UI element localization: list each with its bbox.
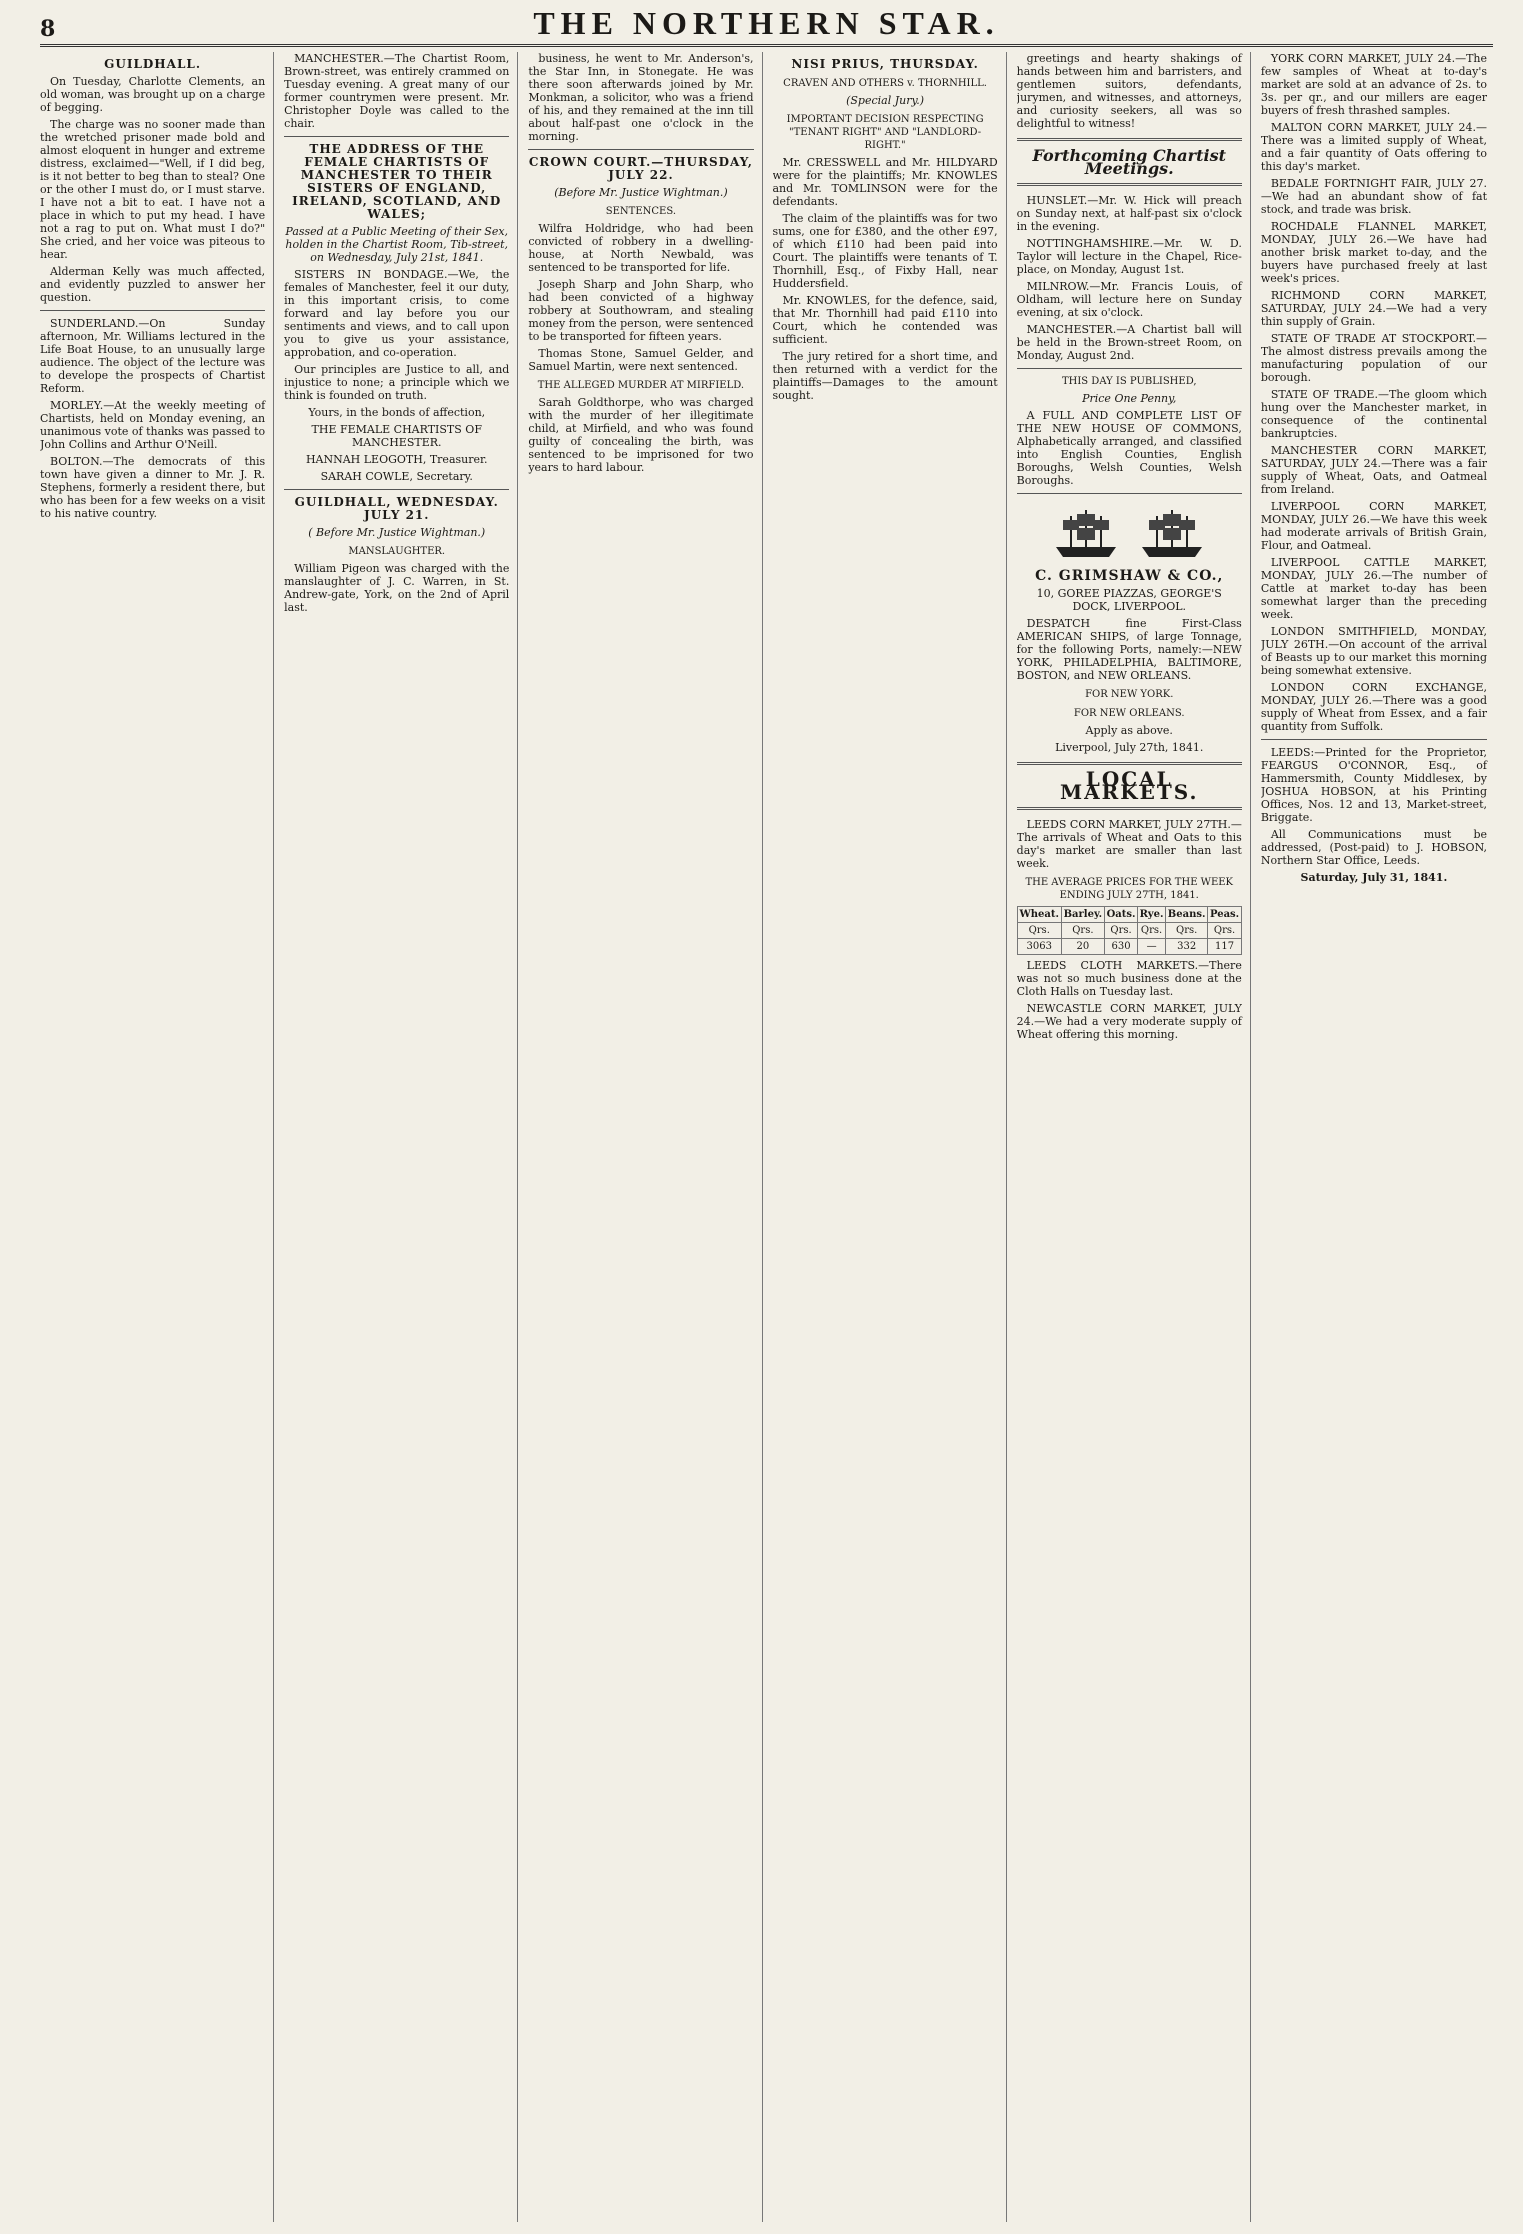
paragraph: SUNDERLAND.—On Sunday afternoon, Mr. Williams lectured in the Life Boat House, to an unusually large audience. The object of the lecture was to develope the prospects of Chartist Reform. — [40, 317, 266, 395]
paragraph: ROCHDALE FLANNEL MARKET, MONDAY, JULY 26.—We have had another brisk market to-day, and the buyers have purchased freely at last week's prices. — [1260, 220, 1487, 285]
paragraph: NOTTINGHAMSHIRE.—Mr. W. D. Taylor will lecture in the Chapel, Rice-place, on Monday, August 1st. — [1016, 237, 1242, 276]
heading: IMPORTANT DECISION RESPECTING "TENANT RIGHT" AND "LANDLORD-RIGHT." — [786, 114, 984, 151]
paragraph: Joseph Sharp and John Sharp, who had been convicted of a highway robbery at Southowram, and stealing money from the person, were sentenced to be transported for fifteen years. — [528, 278, 754, 343]
column-3 — [528, 52, 762, 2222]
column-6 — [1261, 52, 1495, 2222]
heading: MANSLAUGHTER. — [348, 546, 446, 557]
signature: HANNAH LEOGOTH, Treasurer. — [305, 453, 488, 466]
table-cell: — — [1138, 939, 1166, 955]
paragraph: business, he went to Mr. Anderson's, the Star Inn, in Stonegate. He was there soon afterwards joined by Mr. Monkman, a solicitor, who was a friend of his, and they remained at the inn till about half-past one o'clock in the morning. — [528, 52, 754, 143]
advertiser-address: 10, GOREE PIAZZAS, GEORGE'S DOCK, LIVERPOOL. — [1036, 587, 1222, 613]
heading: FOR NEW YORK. — [1085, 689, 1174, 700]
paragraph: MANCHESTER.—A Chartist ball will be held in the Brown-street Room, on Monday, August 2nd. — [1016, 323, 1242, 362]
paragraph: Liverpool, July 27th, 1841. — [1055, 741, 1204, 754]
paragraph: MANCHESTER CORN MARKET, SATURDAY, JULY 24.—There was a fair supply of Wheat, Oats, and Oatmeal from Ireland. — [1260, 444, 1487, 496]
paragraph: BOLTON.—The democrats of this town have given a dinner to Mr. J. R. Stephens, formerly a resident there, but who has been for a few weeks on a visit to his native country. — [40, 455, 266, 520]
table-cell: Qrs. — [1061, 923, 1104, 939]
article-columns — [40, 52, 1495, 2222]
subheading: Passed at a Public Meeting of their Sex, holden in the Chartist Room, Tib-street, on Wednesday, July 21st, 1841. — [285, 225, 509, 264]
table-cell: 332 — [1166, 939, 1208, 955]
divider — [1017, 807, 1242, 810]
table-header-row — [1017, 907, 1241, 923]
paragraph: LEEDS CLOTH MARKETS.—There was not so much business done at the Cloth Halls on Tuesday last. — [1016, 959, 1242, 998]
table-header: Rye. — [1138, 907, 1166, 923]
paragraph: On Tuesday, Charlotte Clements, an old woman, was brought up on a charge of begging. — [40, 75, 266, 114]
divider — [1017, 762, 1242, 765]
table-row — [1017, 939, 1241, 955]
paragraph: The claim of the plaintiffs was for two sums, one for £380, and the other £97, of which £110 had been paid into Court. The plaintiffs were tenants of T. Thornhill, Esq., of Fixby Hall, near Huddersfield. — [772, 212, 998, 290]
paragraph: A FULL AND COMPLETE LIST OF THE NEW HOUSE OF COMMONS, Alphabetically arranged, and classified into English Counties, English Boroughs, Welsh Counties, Welsh Boroughs. — [1016, 409, 1242, 487]
advertiser-name: C. GRIMSHAW & CO., — [1035, 568, 1224, 584]
column-2 — [284, 52, 518, 2222]
imprint: LEEDS:—Printed for the Proprietor, FEARGUS O'CONNOR, Esq., of Hammersmith, County Middlesex, by JOSHUA HOBSON, at his Printing Offices, Nos. 12 and 13, Market-street, Briggate. — [1260, 746, 1487, 824]
table-cell: 3063 — [1017, 939, 1061, 955]
heading: NISI PRIUS, THURSDAY. — [791, 57, 979, 71]
paragraph: STATE OF TRADE.—The gloom which hung over the Manchester market, in consequence of the continental bankruptcies. — [1260, 388, 1487, 440]
paragraph: Wilfra Holdridge, who had been convicted of robbery in a dwelling-house, at North Newbald, was sentenced to be transported for life. — [528, 222, 754, 274]
table-header: Barley. — [1061, 907, 1104, 923]
paragraph: SISTERS IN BONDAGE.—We, the females of Manchester, feel it our duty, in this important crisis, to come forward and lay before you our sentiments and views, and to call upon you to give us your assistance, approbation, and co-operation. — [284, 268, 510, 359]
paragraph: STATE OF TRADE AT STOCKPORT.—The almost distress prevails among the manufacturing population of our borough. — [1260, 332, 1487, 384]
divider — [1017, 368, 1242, 369]
subheading: CRAVEN AND OTHERS v. THORNHILL. — [783, 78, 987, 89]
page-number: 8 — [40, 16, 56, 42]
paragraph: MANCHESTER.—The Chartist Room, Brown-street, was entirely crammed on Tuesday evening. A great many of our former countrymen were present. Mr. Christopher Doyle was called to the chair. — [284, 52, 510, 130]
paragraph: Mr. KNOWLES, for the defence, said, that Mr. Thornhill had paid £110 into Court, which he contended was sufficient. — [772, 294, 998, 346]
table-cell: Qrs. — [1104, 923, 1137, 939]
paragraph: William Pigeon was charged with the manslaughter of J. C. Warren, in St. Andrew-gate, York, on the 2nd of April last. — [284, 562, 510, 614]
heading: THE ADDRESS OF THE FEMALE CHARTISTS OF MANCHESTER TO THEIR SISTERS OF ENGLAND, IRELAND, SCOTLAND, AND WALES; — [292, 142, 502, 221]
table-row — [1017, 923, 1241, 939]
subheading: (Special Jury.) — [846, 94, 925, 107]
imprint: All Communications must be addressed, (Post-paid) to J. HOBSON, Northern Star Office, Leeds. — [1260, 828, 1487, 867]
paragraph: DESPATCH fine First-Class AMERICAN SHIPS, of large Tonnage, for the following Ports, namely:—NEW YORK, PHILADELPHIA, BALTIMORE, BOSTON, and NEW ORLEANS. — [1016, 617, 1242, 682]
paragraph: RICHMOND CORN MARKET, SATURDAY, JULY 24.—We had a very thin supply of Grain. — [1260, 289, 1487, 328]
heading: THE AVERAGE PRICES FOR THE WEEK ENDING JULY 27TH, 1841. — [1025, 877, 1234, 901]
column-4 — [773, 52, 1007, 2222]
subheading: Price One Penny, — [1082, 392, 1177, 405]
table-cell: 630 — [1104, 939, 1137, 955]
masthead — [40, 4, 1493, 47]
signature: THE FEMALE CHARTISTS OF MANCHESTER. — [311, 423, 482, 449]
table-cell: 20 — [1061, 939, 1104, 955]
paragraph: HUNSLET.—Mr. W. Hick will preach on Sunday next, at half-past six o'clock in the evening. — [1016, 194, 1242, 233]
paragraph: Sarah Goldthorpe, who was charged with the murder of her illegitimate child, at Mirfield, and who was found guilty of concealing the birth, was sentenced to be imprisoned for two years to hard labour. — [528, 396, 754, 474]
heading: FOR NEW ORLEANS. — [1073, 708, 1185, 719]
table-cell: Qrs. — [1208, 923, 1242, 939]
ship-icon — [1051, 502, 1121, 562]
paragraph: MORLEY.—At the weekly meeting of Chartists, held on Monday evening, an unanimous vote of thanks was passed to John Collins and Arthur O'Neill. — [40, 399, 266, 451]
newspaper-title: THE NORTHERN STAR. — [533, 5, 1000, 41]
paragraph: Mr. CRESSWELL and Mr. HILDYARD were for the plaintiffs; Mr. KNOWLES and Mr. TOMLINSON were for the defendants. — [772, 156, 998, 208]
paragraph: MALTON CORN MARKET, JULY 24.—There was a limited supply of Wheat, and a fair quantity of Oats offering to this day's market. — [1260, 121, 1487, 173]
paragraph: LIVERPOOL CATTLE MARKET, MONDAY, JULY 26.—The number of Cattle at market to-day has been somewhat larger than the preceding week. — [1260, 556, 1487, 621]
paragraph: Thomas Stone, Samuel Gelder, and Samuel Martin, were next sentenced. — [528, 347, 754, 373]
subheading: (Before Mr. Justice Wightman.) — [554, 186, 728, 199]
heading: THE ALLEGED MURDER AT MIRFIELD. — [537, 380, 745, 391]
paragraph: LIVERPOOL CORN MARKET, MONDAY, JULY 26.—We have this week had moderate arrivals of British Grain, Flour, and Oatmeal. — [1260, 500, 1487, 552]
price-table — [1017, 906, 1242, 955]
paragraph: MILNROW.—Mr. Francis Louis, of Oldham, will lecture here on Sunday evening, at six o'clock. — [1016, 280, 1242, 319]
table-cell: Qrs. — [1017, 923, 1061, 939]
divider — [1017, 138, 1242, 141]
column-5 — [1017, 52, 1251, 2222]
paragraph: NEWCASTLE CORN MARKET, JULY 24.—We had a very moderate supply of Wheat offering this morning. — [1016, 1002, 1242, 1041]
table-header: Oats. — [1104, 907, 1137, 923]
table-cell: Qrs. — [1166, 923, 1208, 939]
heading: GUILDHALL, WEDNESDAY. JULY 21. — [294, 495, 499, 522]
paragraph: YORK CORN MARKET, JULY 24.—The few samples of Wheat at to-day's market are sold at an advance of 2s. to 3s. per qr., and our millers are eager buyers of fresh thrashed samples. — [1260, 52, 1487, 117]
paragraph: Our principles are Justice to all, and injustice to none; a principle which we think is founded on truth. — [284, 363, 510, 402]
divider — [40, 310, 265, 311]
paragraph: LONDON SMITHFIELD, MONDAY, JULY 26TH.—On account of the arrival of Beasts up to our market this morning being somewhat extensive. — [1260, 625, 1487, 677]
paragraph: LEEDS CORN MARKET, JULY 27TH.—The arrivals of Wheat and Oats to this day's market are smaller than last week. — [1016, 818, 1242, 870]
table-cell: Qrs. — [1138, 923, 1166, 939]
divider — [1017, 183, 1242, 186]
paragraph: greetings and hearty shakings of hands between him and barristers, and gentlemen suitors, defendants, jurymen, and witnesses, and attorneys, and curiosity seekers, all was so delightful to witness! — [1016, 52, 1242, 130]
heading: THIS DAY IS PUBLISHED, — [1061, 376, 1197, 387]
paragraph: The charge was no sooner made than the wretched prisoner made bold and almost eloquent in hunger and extreme distress, exclaimed—"Well, if I did beg, is it not better to beg than to steal? One or the other I must do, or I must starve. I have not a bit to eat. I have not a place in which to put my head. I have not a rag to put on. What must I do?" She cried, and her voice was piteous to hear. — [40, 118, 266, 261]
table-cell: 117 — [1208, 939, 1242, 955]
paragraph: Apply as above. — [1085, 724, 1173, 737]
paragraph: BEDALE FORTNIGHT FAIR, JULY 27.—We had an abundant show of fat stock, and trade was brisk. — [1260, 177, 1487, 216]
divider — [528, 149, 753, 150]
ship-icon — [1137, 502, 1207, 562]
divider — [284, 489, 509, 490]
heading: SENTENCES. — [605, 206, 677, 217]
heading: CROWN COURT.—THURSDAY, JULY 22. — [528, 155, 753, 182]
paragraph: LONDON CORN EXCHANGE, MONDAY, JULY 26.—There was a good supply of Wheat from Essex, and a fair quantity from Suffolk. — [1260, 681, 1487, 733]
table-header: Wheat. — [1017, 907, 1061, 923]
section-heading: Forthcoming Chartist Meetings. — [1032, 146, 1226, 178]
divider — [284, 136, 509, 137]
signature: SARAH COWLE, Secretary. — [320, 470, 473, 483]
issue-date: Saturday, July 31, 1841. — [1300, 871, 1448, 884]
table-header: Peas. — [1208, 907, 1242, 923]
divider — [1017, 493, 1242, 494]
ship-illustrations — [1017, 502, 1242, 562]
heading: GUILDHALL. — [104, 57, 202, 71]
table-header: Beans. — [1166, 907, 1208, 923]
divider — [1261, 739, 1487, 740]
paragraph: Alderman Kelly was much affected, and evidently puzzled to answer her question. — [40, 265, 266, 304]
signature: Yours, in the bonds of affection, — [308, 406, 486, 419]
subheading: ( Before Mr. Justice Wightman.) — [308, 526, 486, 539]
section-heading: LOCAL MARKETS. — [1060, 767, 1199, 804]
paragraph: The jury retired for a short time, and then returned with a verdict for the plaintiffs—Damages to the amount sought. — [772, 350, 998, 402]
column-1 — [40, 52, 274, 2222]
